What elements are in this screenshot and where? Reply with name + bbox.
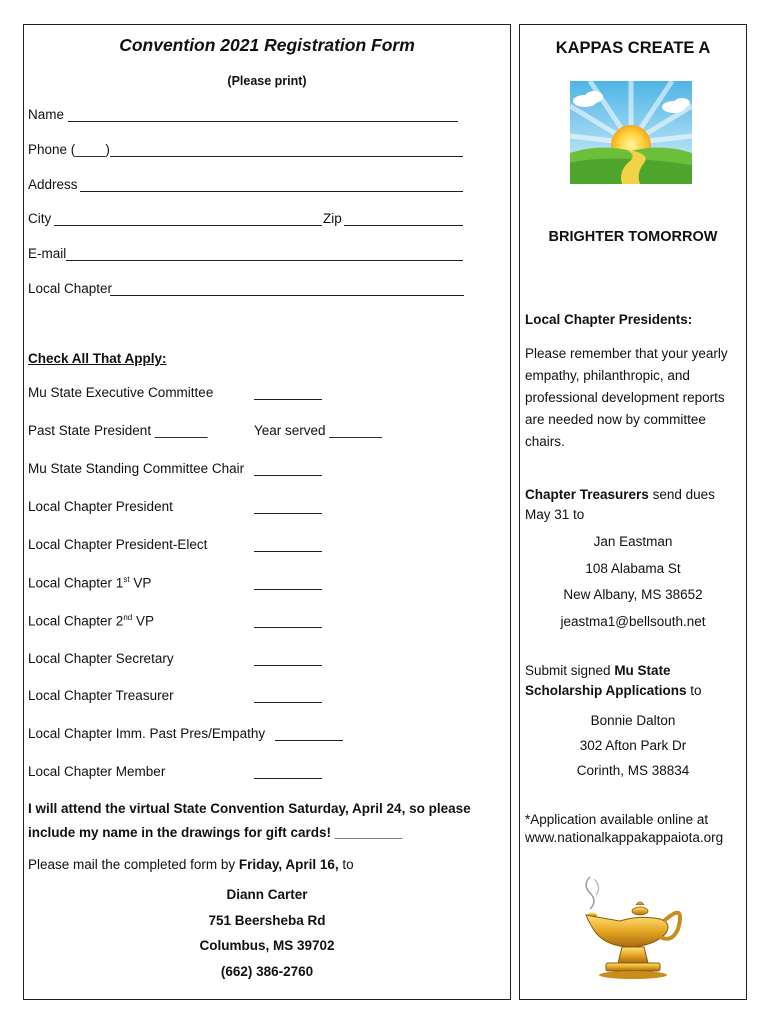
address-label: Address	[28, 177, 78, 192]
option-lc-imm-past-blank[interactable]	[275, 740, 343, 741]
address-field[interactable]	[80, 191, 463, 192]
zip-label: Zip	[323, 211, 342, 226]
name-field[interactable]	[68, 121, 458, 122]
option-lc-2nd-vp-label: Local Chapter 2nd VP	[28, 613, 154, 629]
local-chapter-label: Local Chapter	[28, 281, 113, 296]
mail-instructions: Please mail the completed form by Friday, April 16, to	[28, 857, 354, 872]
email-label: E-mail	[28, 246, 67, 261]
option-lc-secretary-label: Local Chapter Secretary	[28, 651, 174, 666]
city-field[interactable]	[54, 225, 322, 226]
email-field[interactable]	[66, 260, 463, 261]
lamp-of-knowledge-icon	[568, 871, 698, 983]
option-lc-1st-vp-label: Local Chapter 1st VP	[28, 575, 152, 591]
recipient-name: Diann Carter	[226, 887, 308, 902]
sidebar-heading-bottom: BRIGHTER TOMORROW	[548, 229, 718, 245]
option-lc-pres-elect-blank[interactable]	[254, 551, 322, 552]
option-lc-secretary-blank[interactable]	[254, 665, 322, 666]
phone-field[interactable]	[110, 156, 463, 157]
zip-field[interactable]	[344, 225, 463, 226]
option-exec-label: Mu State Executive Committee	[28, 385, 214, 400]
recipient-street: 751 Beersheba Rd	[208, 913, 326, 928]
form-title: Convention 2021 Registration Form	[119, 35, 415, 55]
scholarship-city: Corinth, MS 38834	[576, 763, 690, 778]
treasurers-text: Chapter Treasurers send dues May 31 to	[525, 487, 715, 522]
name-label: Name	[28, 107, 65, 122]
registration-form	[23, 24, 511, 1000]
option-lc-2nd-vp-blank[interactable]	[254, 627, 322, 628]
option-lc-treasurer-blank[interactable]	[254, 702, 322, 703]
sidebar-heading-top: KAPPAS CREATE A	[555, 39, 711, 57]
option-standing-chair-label: Mu State Standing Committee Chair	[28, 461, 245, 476]
application-note: *Application available online at www.nationalkappakappaiota.org	[525, 812, 724, 845]
form-subtitle: (Please print)	[227, 74, 307, 88]
scholarship-street: 302 Afton Park Dr	[579, 738, 687, 753]
presidents-text: Please remember that your yearly empathy, philanthropic, and professional development reports are needed now by committee chairs.	[525, 346, 728, 449]
submit-text: Submit signed Mu State Scholarship Applications to	[525, 663, 702, 698]
scholarship-name: Bonnie Dalton	[590, 713, 676, 728]
info-sidebar	[519, 24, 747, 1000]
option-past-pres-label: Past State President _______	[28, 423, 208, 438]
recipient-city: Columbus, MS 39702	[199, 938, 335, 953]
option-standing-chair-blank[interactable]	[254, 475, 322, 476]
phone-label: Phone (____)	[28, 142, 110, 157]
option-lc-member-blank[interactable]	[254, 778, 322, 779]
presidents-heading: Local Chapter Presidents:	[525, 312, 693, 327]
local-chapter-field[interactable]	[110, 295, 464, 296]
check-heading: Check All That Apply:	[28, 351, 167, 366]
recipient-phone: (662) 386-2760	[220, 964, 314, 979]
option-lc-imm-past-label: Local Chapter Imm. Past Pres/Empathy	[28, 726, 266, 741]
attend-line-1: I will attend the virtual State Convention Saturday, April 24, so please	[28, 801, 471, 816]
option-lc-member-label: Local Chapter Member	[28, 764, 166, 779]
treasurer-name: Jan Eastman	[593, 534, 673, 549]
year-served-label: Year served _______	[254, 423, 382, 438]
treasurer-street: 108 Alabama St	[585, 561, 681, 576]
attend-line-2: include my name in the drawings for gift cards! _________	[28, 825, 403, 840]
treasurer-email[interactable]: jeastma1@bellsouth.net	[560, 614, 706, 629]
option-lc-president-blank[interactable]	[254, 513, 322, 514]
treasurer-city: New Albany, MS 38652	[563, 587, 703, 602]
option-lc-president-label: Local Chapter President	[28, 499, 173, 514]
option-lc-pres-elect-label: Local Chapter President-Elect	[28, 537, 208, 552]
option-lc-1st-vp-blank[interactable]	[254, 589, 322, 590]
option-exec-blank[interactable]	[254, 399, 322, 400]
city-label: City	[28, 211, 52, 226]
sunrise-road-illustration	[570, 81, 692, 184]
option-lc-treasurer-label: Local Chapter Treasurer	[28, 688, 174, 703]
